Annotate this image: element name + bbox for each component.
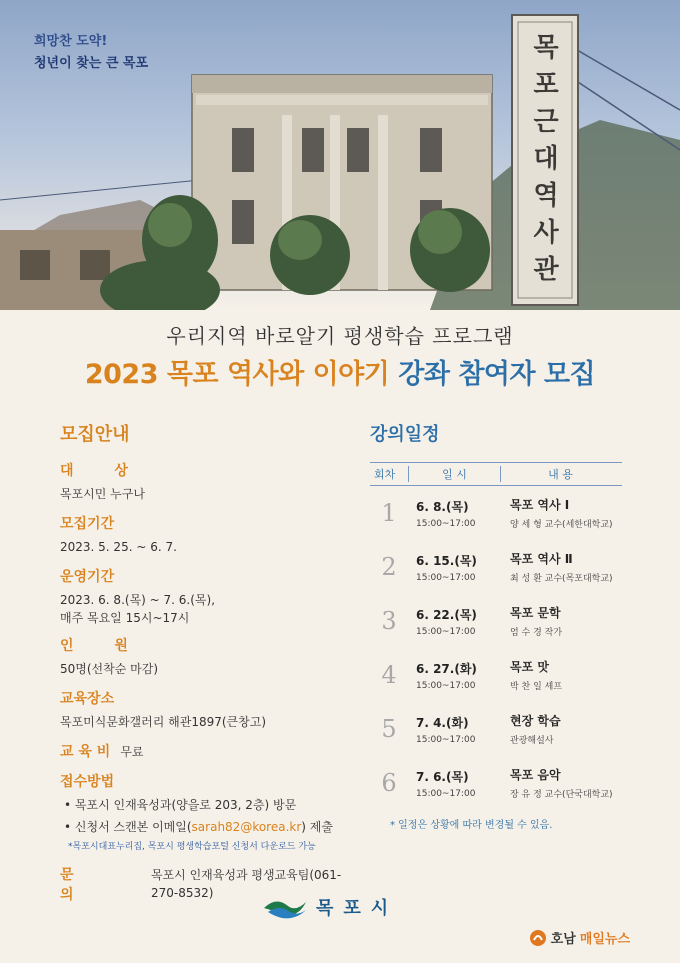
tower-char: 목 [533, 33, 559, 63]
session-title: 목포 음악 [510, 768, 561, 782]
page-title [0, 352, 680, 391]
session-content [500, 766, 622, 800]
col-content: 내 용 [500, 466, 620, 482]
session-content [500, 550, 622, 584]
session-date: 6. 8.(목) [416, 499, 469, 514]
session-content [500, 712, 622, 746]
period-value: 2023. 5. 25. ~ 6. 7. [60, 540, 177, 554]
session-speaker: 엄 수 경 작가 [510, 628, 563, 638]
title-orange: 2023 목포 역사와 이야기 [84, 359, 390, 390]
people-label: 인 원 [60, 638, 146, 654]
apply-item-visit: • 목포시 인재육성과(양을로 203, 2층) 방문 [64, 798, 297, 812]
session-number: 1 [381, 499, 397, 527]
session-title: 현장 학습 [510, 714, 561, 728]
session-title: 목포 역사 Ⅱ [510, 552, 573, 566]
session-datetime [408, 768, 500, 799]
schedule-heading: 강의일정 [370, 424, 440, 445]
run-value-line-2: 매주 목요일 15시~17시 [60, 611, 190, 625]
col-date: 일 시 [408, 466, 500, 482]
brand-part-1: 호남 [550, 932, 576, 947]
target-value: 목포시민 누구나 [60, 487, 145, 501]
apply-email-suffix: ) 제출 [301, 820, 333, 834]
place-label: 교육장소 [60, 691, 115, 707]
brand-part-2: 매일뉴스 [579, 932, 630, 947]
session-date: 6. 22.(목) [416, 607, 477, 622]
session-number: 2 [381, 553, 397, 581]
session-datetime [408, 552, 500, 583]
session-date: 6. 27.(화) [416, 661, 477, 676]
session-number: 4 [381, 661, 397, 689]
fee-value: 무료 [120, 745, 144, 759]
fee-row [60, 741, 360, 761]
slogan-line-1: 희망찬 도약! [34, 34, 108, 49]
place-value: 목포미식문화갤러리 해관1897(큰창고) [60, 715, 267, 729]
apply-item-email [60, 818, 360, 835]
session-speaker: 관광해설사 [510, 736, 554, 746]
session-content [500, 496, 622, 530]
program-subtitle: 우리지역 바로알기 평생학습 프로그램 [166, 324, 514, 348]
tower-char: 역 [533, 181, 559, 211]
session-number: 5 [381, 715, 397, 743]
tower-char: 사 [533, 218, 559, 248]
lecture-schedule [370, 420, 622, 831]
target-label: 대 상 [60, 463, 146, 479]
run-value-line-1: 2023. 6. 8.(목) ~ 7. 6.(목), [60, 593, 216, 607]
session-date: 7. 4.(화) [416, 715, 469, 730]
period-label: 모집기간 [60, 516, 115, 532]
session-datetime [408, 660, 500, 691]
table-row [370, 756, 622, 810]
session-date: 7. 6.(목) [416, 769, 469, 784]
session-datetime [408, 498, 500, 529]
session-number: 6 [381, 769, 397, 797]
mokpo-city-logo [262, 894, 398, 920]
session-time: 15:00~17:00 [416, 572, 476, 583]
session-title: 목포 문학 [510, 606, 561, 620]
session-content [500, 658, 622, 692]
apply-email-prefix: • 신청서 스캔본 이메일( [64, 820, 192, 834]
fee-label: 교 육 비 [60, 744, 111, 760]
tower-char: 대 [533, 144, 559, 174]
apply-label: 접수방법 [60, 774, 115, 790]
table-row [370, 540, 622, 594]
session-time: 15:00~17:00 [416, 788, 476, 799]
session-speaker: 최 성 환 교수(목포대학교) [510, 574, 613, 584]
run-value [60, 591, 360, 627]
tower-char: 포 [533, 70, 559, 100]
session-time: 15:00~17:00 [416, 518, 476, 529]
table-row [370, 594, 622, 648]
schedule-note: * 일정은 상황에 따라 변경될 수 있음. [390, 820, 553, 831]
tower-sign-text [526, 30, 566, 289]
session-content [500, 604, 622, 638]
wave-bird-icon [262, 894, 308, 920]
session-date: 6. 15.(목) [416, 553, 477, 568]
session-datetime [408, 714, 500, 745]
tower-char: 근 [533, 107, 559, 137]
session-time: 15:00~17:00 [416, 626, 476, 637]
session-speaker: 장 유 정 교수(단국대학교) [510, 790, 613, 800]
session-time: 15:00~17:00 [416, 734, 476, 745]
city-logo-text: 목포시 [316, 898, 399, 919]
table-row [370, 702, 622, 756]
contact-value: 목포시 인재육성과 평생교육팀(061-270-8532) [151, 868, 342, 900]
table-row [370, 648, 622, 702]
run-label: 운영기간 [60, 569, 115, 585]
recruitment-guide [60, 420, 360, 904]
title-blue: 강좌 참여자 모집 [398, 359, 596, 390]
contact-label: 문 의 [60, 867, 96, 903]
session-time: 15:00~17:00 [416, 680, 476, 691]
apply-note: *목포시대표누리집, 목포시 평생학습포털 신청서 다운로드 가능 [68, 842, 316, 852]
people-value: 50명(선착순 마감) [60, 662, 158, 676]
session-number: 3 [381, 607, 397, 635]
tower-char: 관 [533, 255, 559, 285]
session-datetime [408, 606, 500, 637]
schedule-table-header [370, 462, 622, 486]
email-link[interactable]: sarah82@korea.kr [191, 820, 302, 834]
col-no: 회차 [374, 468, 396, 481]
news-brand [529, 928, 630, 947]
guide-heading: 모집안내 [60, 424, 130, 445]
session-speaker: 박 찬 일 셰프 [510, 682, 563, 692]
slogan-line-2: 청년이 찾는 큰 목포 [34, 56, 149, 71]
hero-image [0, 0, 680, 310]
news-brand-icon [529, 929, 547, 947]
session-title: 목포 맛 [510, 660, 549, 674]
session-title: 목포 역사 Ⅰ [510, 498, 570, 512]
session-speaker: 양 세 형 교수(세한대학교) [510, 520, 613, 530]
table-row [370, 486, 622, 540]
slogan [34, 30, 148, 71]
